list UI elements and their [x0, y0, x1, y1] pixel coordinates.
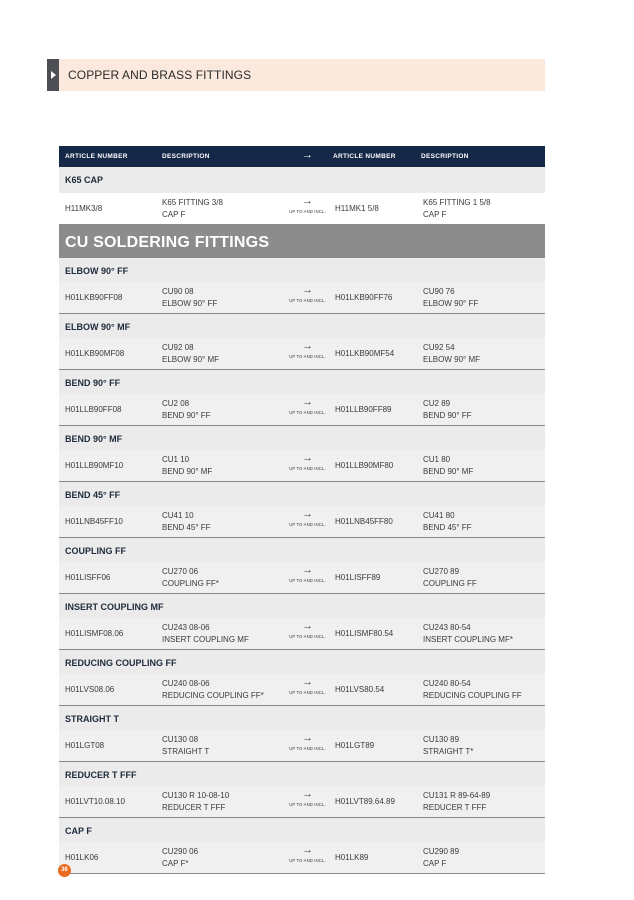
article-number-to: H01LISMF80.54: [335, 629, 394, 638]
range-indicator: [285, 195, 330, 214]
up-to-label: UP TO AND INCL.: [289, 802, 326, 807]
description-to-line-2: ELBOW 90° FF: [423, 299, 479, 308]
table-row: [59, 618, 545, 650]
arrow-right-icon: →: [302, 788, 313, 800]
group-title: ELBOW 90° FF: [59, 258, 545, 282]
arrow-right-icon: →: [302, 676, 313, 688]
table-row: [59, 786, 545, 818]
article-number-from: H01LGT08: [65, 741, 105, 750]
description-from-line-1: CU270 06: [162, 567, 199, 576]
description-from: [162, 734, 209, 758]
range-indicator: [285, 676, 330, 695]
description-from-line-2: INSERT COUPLING MF: [162, 635, 249, 644]
arrow-right-icon: →: [302, 620, 313, 632]
table-row: [59, 394, 545, 426]
description-to-line-1: CU270 89: [423, 567, 460, 576]
description-to-line-1: CU243 80-54: [423, 623, 471, 632]
description-from-line-2: CAP F*: [162, 859, 189, 868]
article-number-from: H01LK06: [65, 853, 99, 862]
up-to-label: UP TO AND INCL.: [289, 298, 326, 303]
group-title: BEND 90° MF: [59, 426, 545, 450]
description-from-line-1: CU130 R 10-08-10: [162, 791, 230, 800]
table-row: [59, 338, 545, 370]
description-to-line-2: ELBOW 90° MF: [423, 355, 480, 364]
description-to-line-2: REDUCING COUPLING FF: [423, 691, 522, 700]
arrow-right-icon: →: [302, 508, 313, 520]
description-from: [162, 286, 217, 310]
range-indicator: [285, 396, 330, 415]
arrow-right-icon: →: [302, 195, 313, 207]
article-number-from: H11MK3/8: [65, 204, 103, 213]
description-from: [162, 454, 212, 478]
description-to-line-2: STRAIGHT T*: [423, 747, 474, 756]
article-number-from: H01LISFF06: [65, 573, 111, 582]
up-to-label: UP TO AND INCL.: [289, 578, 326, 583]
description-from-line-1: CU243 08-06: [162, 623, 210, 632]
group-title: BEND 45° FF: [59, 482, 545, 506]
description-from-line-2: BEND 90° MF: [162, 467, 213, 476]
range-indicator: [285, 564, 330, 583]
description-from: [162, 678, 264, 702]
table-row: [59, 506, 545, 538]
article-number-from: H01LLB90FF08: [65, 405, 122, 414]
description-from-line-2: CAP F: [162, 210, 186, 219]
description-from: [162, 398, 211, 422]
section-banner: [47, 59, 545, 91]
description-from-line-1: CU240 08-06: [162, 679, 210, 688]
description-from: [162, 197, 223, 221]
description-from-line-1: CU2 08: [162, 399, 190, 408]
description-to-line-1: CU90 76: [423, 287, 455, 296]
description-to-line-1: CU2 89: [423, 399, 451, 408]
up-to-label: UP TO AND INCL.: [289, 410, 326, 415]
description-from: [162, 622, 249, 646]
range-indicator: [285, 508, 330, 527]
up-to-label: UP TO AND INCL.: [289, 354, 326, 359]
group-title: REDUCING COUPLING FF: [59, 650, 545, 674]
article-number-from: H01LKB90MF08: [65, 349, 125, 358]
arrow-right-icon: →: [302, 452, 313, 464]
description-to-line-2: CAP F: [423, 859, 447, 868]
table-header: [59, 146, 545, 167]
caret-right-icon: [47, 59, 59, 91]
article-number-from: H01LVS08.06: [65, 685, 115, 694]
description-to-line-1: CU130 89: [423, 735, 460, 744]
description-to: [423, 622, 513, 646]
article-number-from: H01LNB45FF10: [65, 517, 123, 526]
up-to-label: UP TO AND INCL.: [289, 746, 326, 751]
description-from-line-1: CU1 10: [162, 455, 190, 464]
arrow-right-icon: →: [302, 844, 313, 856]
article-number-to: H01LKB90MF54: [335, 349, 395, 358]
up-to-label: UP TO AND INCL.: [289, 522, 326, 527]
description-to-line-1: CU41 80: [423, 511, 455, 520]
arrow-right-icon: →: [302, 396, 313, 408]
range-indicator: [285, 620, 330, 639]
arrow-right-icon: →: [302, 564, 313, 576]
range-indicator: [285, 452, 330, 471]
arrow-right-icon: →: [302, 284, 313, 296]
article-number-to: H01LGT89: [335, 741, 375, 750]
description-to-line-1: CU240 80-54: [423, 679, 471, 688]
description-from: [162, 846, 198, 870]
up-to-label: UP TO AND INCL.: [289, 858, 326, 863]
description-to-line-2: BEND 45° FF: [423, 523, 472, 532]
group-title: ELBOW 90° MF: [59, 314, 545, 338]
range-indicator: [285, 284, 330, 303]
description-to: [423, 678, 522, 702]
description-to-line-2: REDUCER T FFF: [423, 803, 487, 812]
description-from: [162, 510, 211, 534]
article-number-to: H01LK89: [335, 853, 369, 862]
description-from-line-1: K65 FITTING 3/8: [162, 198, 223, 207]
description-from-line-2: REDUCING COUPLING FF*: [162, 691, 264, 700]
description-from-line-2: REDUCER T FFF: [162, 803, 226, 812]
up-to-label: UP TO AND INCL.: [289, 690, 326, 695]
description-to: [423, 790, 490, 814]
article-number-to: H01LVT89.64.89: [335, 797, 395, 806]
table-row: [59, 450, 545, 482]
fittings-table: [59, 146, 545, 874]
description-to: [423, 566, 477, 590]
range-indicator: [285, 788, 330, 807]
description-from-line-2: BEND 45° FF: [162, 523, 211, 532]
description-from-line-1: CU92 08: [162, 343, 194, 352]
description-to: [423, 510, 472, 534]
description-from-line-2: BEND 90° FF: [162, 411, 211, 420]
table-row: [59, 674, 545, 706]
description-from-line-1: CU90 08: [162, 287, 194, 296]
description-to-line-1: K65 FITTING 1 5/8: [423, 198, 491, 207]
header-description-left: DESCRIPTION: [162, 153, 210, 160]
article-number-to: H01LISFF89: [335, 573, 381, 582]
group-title: REDUCER T FFF: [59, 762, 545, 786]
arrow-right-icon: →: [302, 340, 313, 352]
article-number-to: H01LLB90MF80: [335, 461, 394, 470]
article-number-from: H01LISMF08.06: [65, 629, 124, 638]
group-title: INSERT COUPLING MF: [59, 594, 545, 618]
description-to: [423, 342, 480, 366]
article-number-to: H01LNB45FF80: [335, 517, 393, 526]
up-to-label: UP TO AND INCL.: [289, 466, 326, 471]
arrow-right-icon: →: [302, 732, 313, 744]
group-title: BEND 90° FF: [59, 370, 545, 394]
article-number-to: H01LVS80.54: [335, 685, 385, 694]
description-from: [162, 342, 219, 366]
description-to-line-1: CU92 54: [423, 343, 455, 352]
description-to-line-1: CU1 80: [423, 455, 451, 464]
header-article-number-left: ARTICLE NUMBER: [65, 153, 128, 160]
description-from: [162, 790, 229, 814]
article-number-from: H01LVT10.08.10: [65, 797, 125, 806]
group-title: K65 CAP: [59, 167, 545, 193]
description-to-line-2: INSERT COUPLING MF*: [423, 635, 513, 644]
article-number-to: H01LLB90FF89: [335, 405, 392, 414]
description-to: [423, 286, 478, 310]
group-title: CAP F: [59, 818, 545, 842]
description-to-line-2: BEND 90° FF: [423, 411, 472, 420]
description-to-line-2: CAP F: [423, 210, 447, 219]
range-indicator: [285, 340, 330, 359]
up-to-label: UP TO AND INCL.: [289, 209, 326, 214]
article-number-from: H01LLB90MF10: [65, 461, 124, 470]
description-to-line-1: CU131 R 89-64-89: [423, 791, 491, 800]
header-description-right: DESCRIPTION: [421, 153, 469, 160]
description-from-line-1: CU41 10: [162, 511, 194, 520]
description-from-line-1: CU290 06: [162, 847, 199, 856]
group-title: COUPLING FF: [59, 538, 545, 562]
description-to-line-2: COUPLING FF: [423, 579, 477, 588]
section-title: COPPER AND BRASS FITTINGS: [68, 68, 252, 82]
range-indicator: [285, 844, 330, 863]
range-indicator: [285, 732, 330, 751]
category-heading: CU SOLDERING FITTINGS: [59, 225, 545, 258]
description-to: [423, 454, 473, 478]
table-row: [59, 193, 545, 225]
arrow-right-icon: →: [302, 149, 314, 161]
description-to-line-1: CU290 89: [423, 847, 460, 856]
header-article-number-right: ARTICLE NUMBER: [333, 153, 396, 160]
article-number-to: H01LKB90FF76: [335, 293, 393, 302]
description-from-line-2: ELBOW 90° FF: [162, 299, 218, 308]
table-row: [59, 562, 545, 594]
up-to-label: UP TO AND INCL.: [289, 634, 326, 639]
description-to: [423, 846, 459, 870]
article-number-to: H11MK1 5/8: [335, 204, 379, 213]
description-from-line-2: COUPLING FF*: [162, 579, 219, 588]
description-from: [162, 566, 219, 590]
article-number-from: H01LKB90FF08: [65, 293, 123, 302]
page-number: 36: [58, 864, 71, 877]
description-to: [423, 398, 472, 422]
description-from-line-2: STRAIGHT T: [162, 747, 210, 756]
description-to: [423, 734, 473, 758]
description-to: [423, 197, 491, 221]
table-row: [59, 842, 545, 874]
fitting-groups: [59, 258, 545, 874]
description-from-line-2: ELBOW 90° MF: [162, 355, 219, 364]
table-row: [59, 730, 545, 762]
table-row: [59, 282, 545, 314]
description-to-line-2: BEND 90° MF: [423, 467, 474, 476]
group-title: STRAIGHT T: [59, 706, 545, 730]
description-from-line-1: CU130 08: [162, 735, 199, 744]
